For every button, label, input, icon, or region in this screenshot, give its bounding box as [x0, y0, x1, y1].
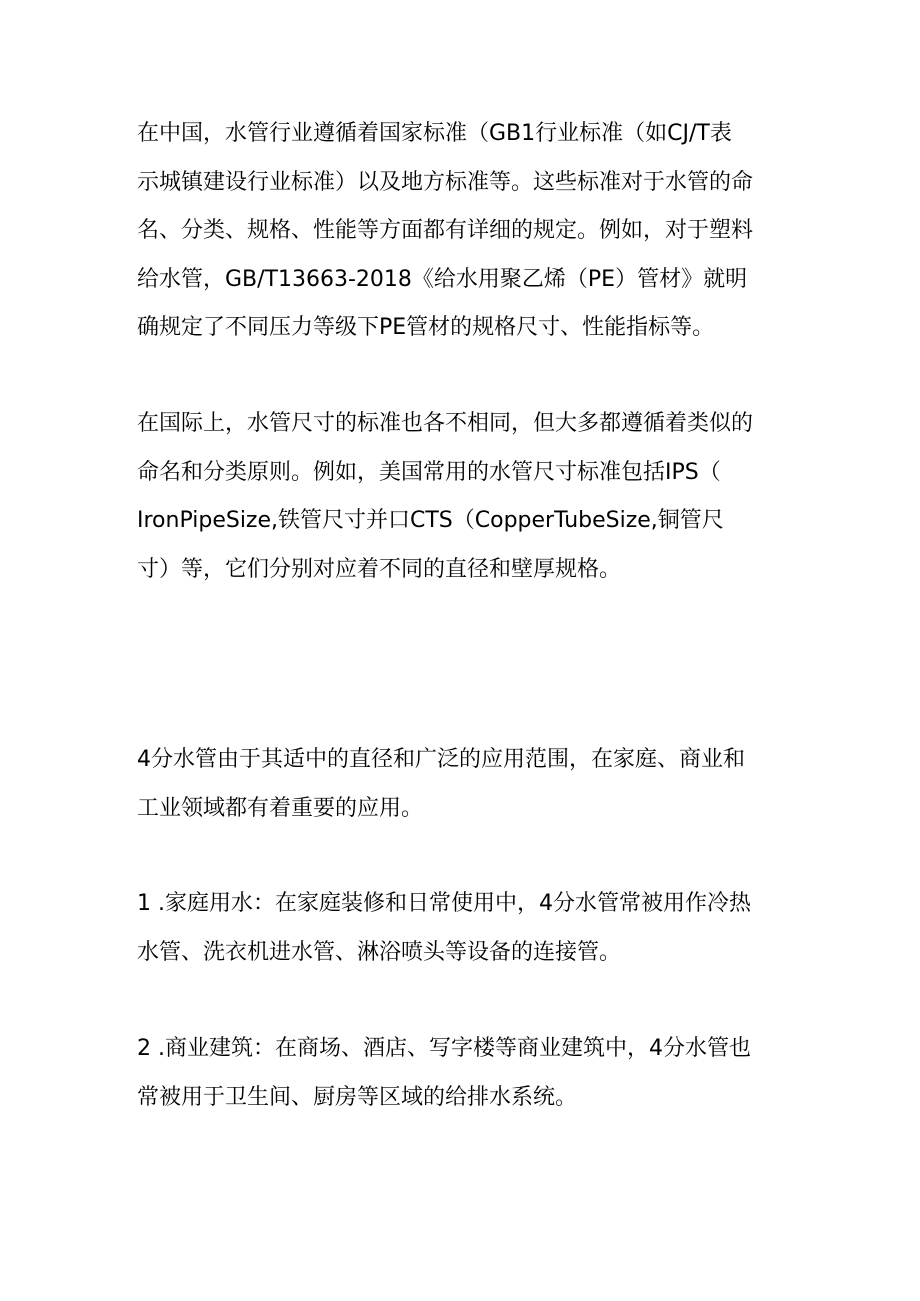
paragraph-international-standards: 在国际上，水管尺寸的标准也各不相同，但大多都遵循着类似的 命名和分类原则。例如，美国常用的水管尺寸标准包括IPS（ IronPipeSize,铁管尺寸并口CTS（CopperTubeSize,铜管尺 寸）等，它们分别对应着不同的直径和壁厚规格。: [137, 411, 754, 582]
paragraph-chinese-standards: 在中国，水管行业遵循着国家标准（GB1行业标准（如CJ/T表 示城镇建设行业标准）以及地方标准等。这些标准对于水管的命 名、分类、规格、性能等方面都有详细的规定。例如，对于塑料 给水管，GB/T13663-2018《给水用聚乙烯（PE）管材》就明 确规定了不同压力等级下PE管材的规格尺寸、性能指标等。: [137, 121, 754, 340]
paragraph-applications-intro: 4分水管由于其适中的直径和广泛的应用范围，在家庭、商业和 工业领域都有着重要的应用。: [137, 747, 745, 821]
list-item-commercial-buildings: 2 .商业建筑：在商场、酒店、写字楼等商业建筑中，4分水管也 常被用于卫生间、厨房等区域的给排水系统。: [137, 1036, 751, 1110]
list-item-household-water: 1 .家庭用水：在家庭装修和日常使用中，4分水管常被用作冷热 水管、洗衣机进水管、淋浴喷头等设备的连接管。: [137, 891, 751, 965]
